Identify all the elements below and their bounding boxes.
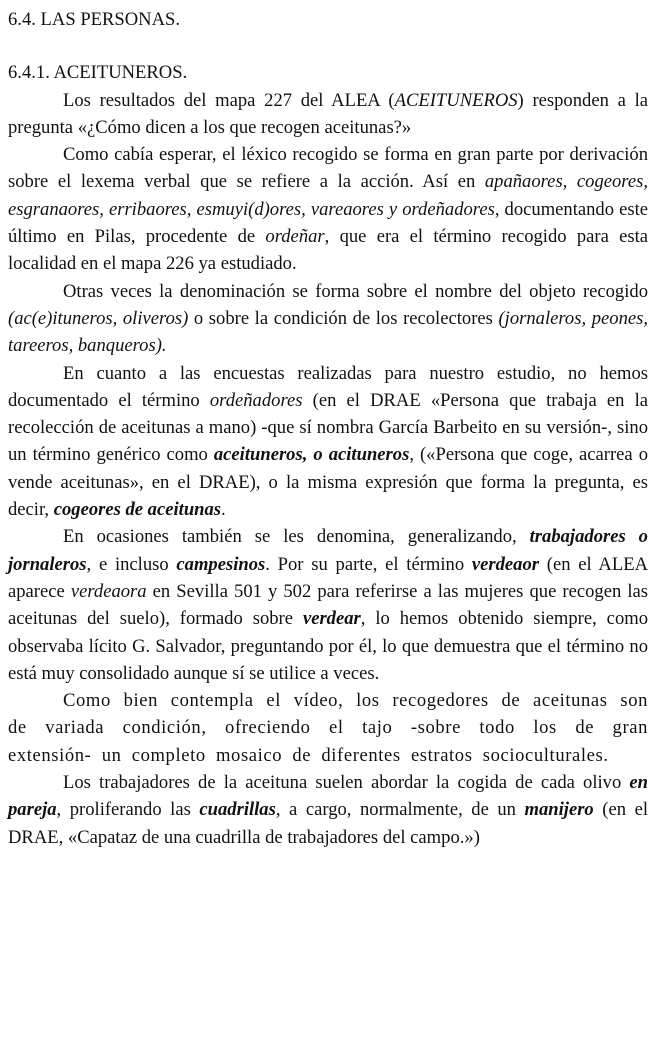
italic-term: apañaores, cogeores, esgranaores, erribaores, esmuyi(d)ores, vareaores y ordeñadores xyxy=(8,171,648,220)
text-run: ) responden a la pregunta «¿Cómo dicen a los que recogen aceitunas?» xyxy=(8,89,648,138)
text-run: En ocasiones también se les denomina, generalizando, xyxy=(63,526,530,548)
paragraph xyxy=(8,278,648,360)
italic-term: ordeñadores xyxy=(209,389,303,411)
italic-term: ACEITUNEROS xyxy=(394,89,518,111)
italic-term: verdeaora xyxy=(70,580,147,602)
emphasized-term: manijero xyxy=(524,799,594,821)
text-run: , a cargo, normalmente, de un xyxy=(275,799,525,821)
paragraph xyxy=(8,769,648,851)
paragraph xyxy=(8,687,648,769)
emphasized-term: cogeores de aceitunas xyxy=(53,499,222,521)
body-text xyxy=(8,87,648,851)
emphasized-term: aceituneros, o acituneros xyxy=(213,444,410,466)
text-run: En cuanto a las encuestas realizadas para nuestro estudio, no hemos documentado el término xyxy=(8,362,648,411)
text-run: (en el DRAE «Persona que trabaja en la recolección de aceitunas a mano) -que sí nombra García Barbeito en su versión-, sino un término genérico como xyxy=(8,389,648,466)
document-page xyxy=(8,0,648,851)
text-run: en Sevilla 501 y 502 para referirse a las mujeres que recogen las aceitunas del suelo), formado sobre xyxy=(8,580,648,630)
text-run: , que era el término recogido para esta localidad en el mapa 226 ya estudiado. xyxy=(8,226,649,275)
section-heading: 6.4. LAS PERSONAS. xyxy=(8,9,181,30)
italic-term: (jornaleros, peones, tareeros, banqueros). xyxy=(8,307,648,357)
paragraph xyxy=(8,141,648,277)
paragraph xyxy=(8,87,648,142)
text-run: (en el DRAE, «Capataz de una cuadrilla de trabajadores del campo.») xyxy=(8,799,648,848)
emphasized-term: verdeaor xyxy=(471,553,540,575)
text-run: . Por su parte, el término xyxy=(265,553,472,575)
italic-term: (ac(e)ituneros, oliveros) xyxy=(8,307,189,329)
italic-term: ordeñar xyxy=(265,226,325,248)
emphasized-term: campesinos xyxy=(176,553,266,575)
emphasized-term: cuadrillas xyxy=(199,799,276,821)
text-run: Los trabajadores de la aceituna suelen abordar la cogida de cada olivo xyxy=(63,772,630,794)
emphasized-term: en pareja xyxy=(8,772,648,821)
text-run: , documentando este último en Pilas, procedente de xyxy=(8,198,649,248)
text-run: . xyxy=(221,499,226,521)
text-run: Los resultados del mapa 227 del ALEA ( xyxy=(63,89,395,111)
text-run: , lo hemos obtenido siempre, como observaba lícito G. Salvador, preguntando por él, lo que demuestra que el término no está muy consolidado aunque sí se utilice a veces. xyxy=(8,608,648,684)
text-run: , («Persona que coge, acarrea o vende aceitunas», en el DRAE), o la misma expresión que forma la pregunta, es decir, xyxy=(8,444,649,521)
emphasized-term: trabajadores o jornaleros xyxy=(8,526,648,575)
subsection-heading: 6.4.1. ACEITUNEROS. xyxy=(8,62,188,84)
text-run: , proliferando las xyxy=(56,799,200,821)
paragraph xyxy=(8,360,648,524)
paragraph xyxy=(8,523,648,687)
text-run: (en el ALEA aparece xyxy=(8,553,648,602)
text-run: o sobre la condición de los recolectores xyxy=(188,307,499,329)
text-run: Como bien contempla el vídeo, los recogedores de aceitunas son de variada condición, ofreciendo el tajo -sobre todo los de gran extensión- un completo mosaico de diferentes estratos socioculturales. xyxy=(8,690,648,766)
text-run: Como cabía esperar, el léxico recogido se forma en gran parte por derivación sobre el lexema verbal que se refiere a la acción. Así en xyxy=(8,144,648,193)
text-run: , e incluso xyxy=(86,553,177,575)
emphasized-term: verdear xyxy=(302,608,361,630)
text-run: Otras veces la denominación se forma sobre el nombre del objeto recogido xyxy=(63,280,648,302)
